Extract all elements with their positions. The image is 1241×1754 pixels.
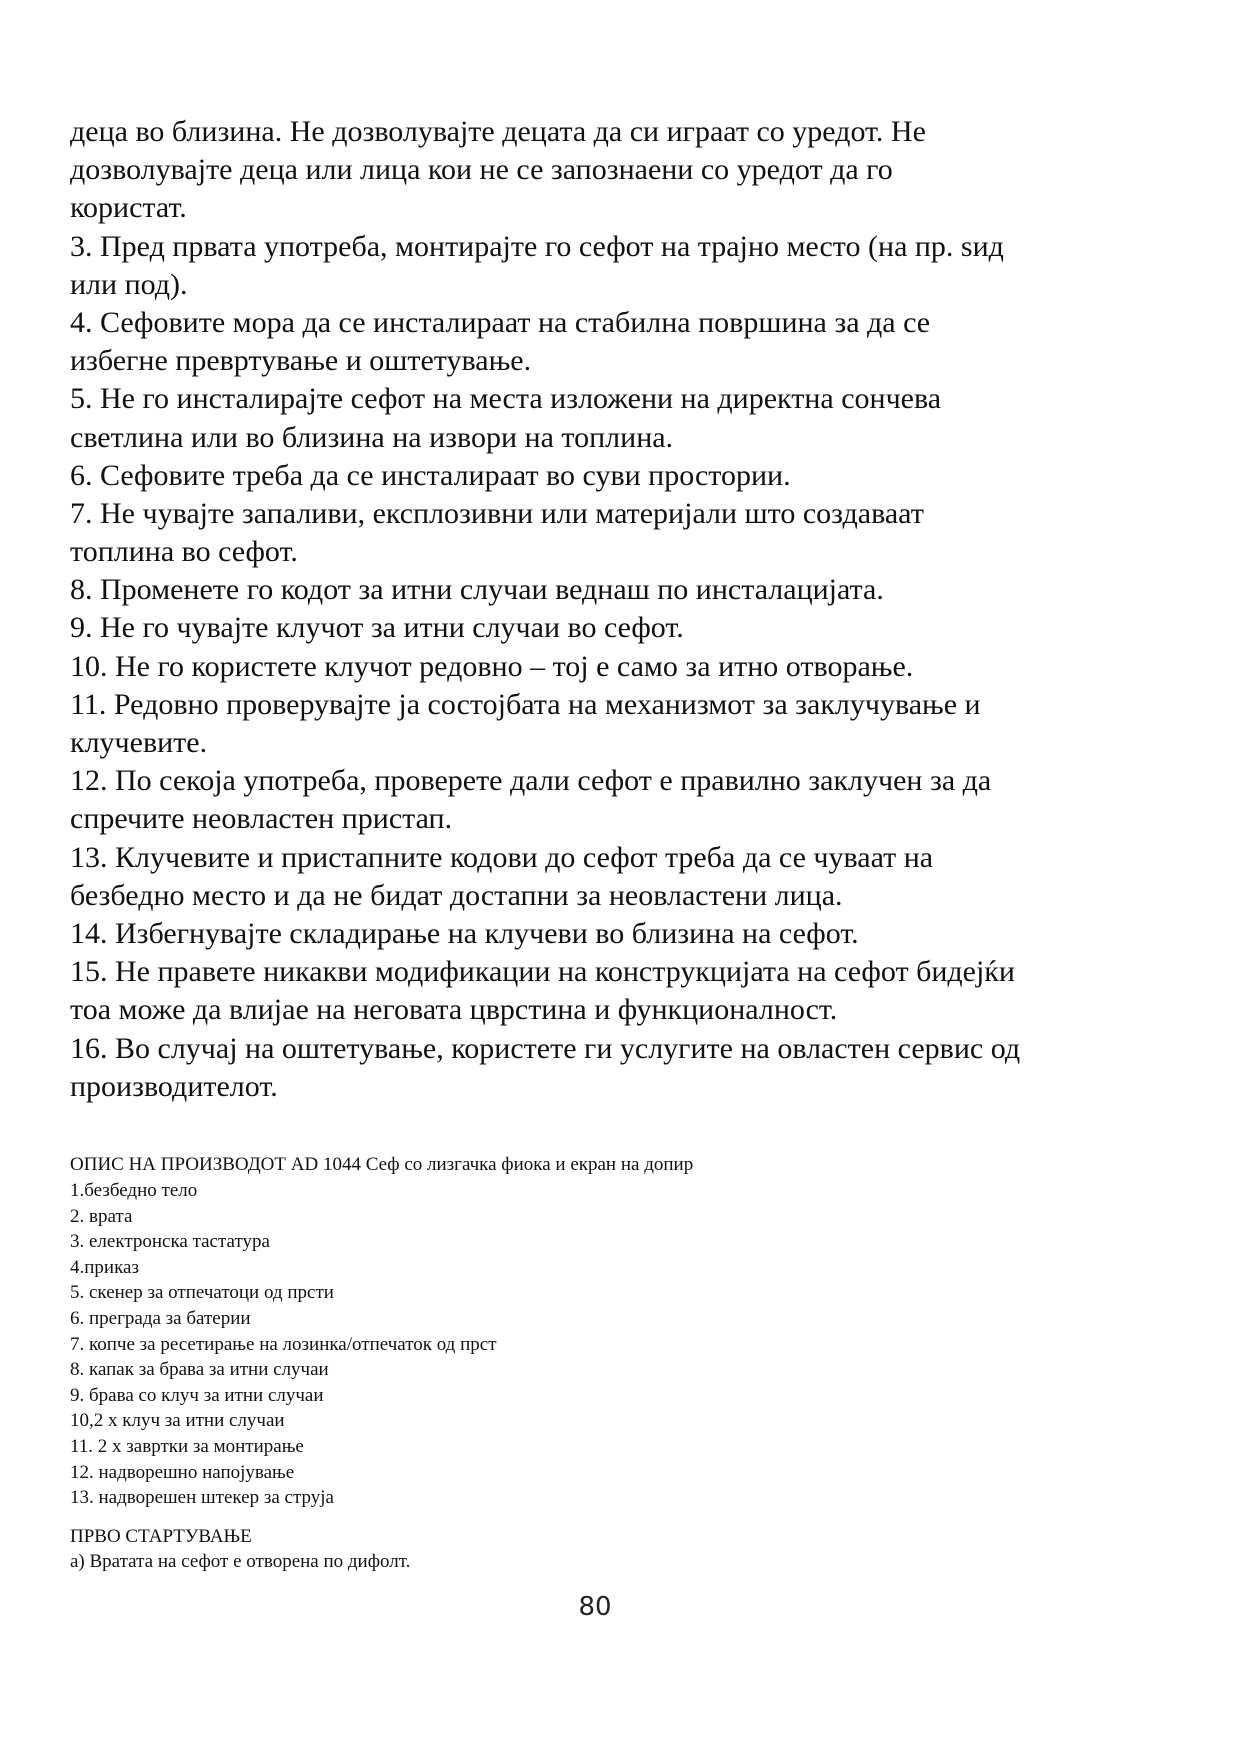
- text-line: спречите неовластен пристап.: [70, 802, 453, 836]
- product-description: [70, 1152, 1170, 1511]
- text-line: 12. По секоја употреба, проверете дали сефот е правилно заклучен за да: [70, 764, 992, 798]
- text-line: 15. Не правете никакви модификации на конструкцијата на сефот бидејќи: [70, 955, 1015, 989]
- list-item: 7. копче за ресетирање на лозинка/отпечаток од прст: [70, 1333, 497, 1355]
- text-line: 6. Сефовите треба да се инсталираат во суви простории.: [70, 458, 791, 492]
- text-line: деца во близина. Не дозволувајте децата да си играат со уредот. Не: [70, 115, 926, 148]
- section-heading: ОПИС НА ПРОИЗВОДОТ AD 1044 Сеф со лизгачка фиока и екран на допир: [70, 1154, 694, 1175]
- text-line: производителот.: [70, 1069, 278, 1103]
- text-line: топлина во сефот.: [70, 535, 298, 569]
- text-line: 8. Променете го кодот за итни случаи веднаш по инсталацијата.: [70, 573, 884, 607]
- text-line: 16. Во случај на оштетување, користете ги услугите на овластен сервис од: [70, 1031, 1021, 1065]
- list-item: 10,2 x клуч за итни случаи: [70, 1410, 285, 1432]
- list-item: 1.безбедно тело: [70, 1180, 198, 1201]
- first-start-step: а) Вратата на сефот е отворена по дифолт.: [70, 1551, 411, 1572]
- text-line: безбедно место и да не бидат достапни за неовластени лица.: [70, 878, 843, 912]
- text-line: користат.: [70, 191, 187, 225]
- list-item: 6. преграда за батерии: [70, 1307, 251, 1329]
- text-line: 4. Сефовите мора да се инсталираат на стабилна површина за да се: [70, 305, 931, 339]
- text-line: 9. Не го чувајте клучот за итни случаи во сефот.: [70, 611, 684, 645]
- text-line: дозволувајте деца или лица кои не се запознаени со уредот да го: [70, 153, 893, 187]
- text-line: 10. Не го користете клучот редовно – тој е само за итно отворање.: [70, 649, 914, 683]
- text-line: или под).: [70, 267, 188, 301]
- list-item: 2. врата: [70, 1205, 133, 1227]
- first-start-section: [70, 1524, 1170, 1574]
- safety-instructions: [70, 113, 1170, 1106]
- text-line: тоа може да влијае на неговата цврстина и функционалност.: [70, 993, 838, 1027]
- text-line: 7. Не чувајте запаливи, експлозивни или материјали што создаваат: [70, 496, 924, 530]
- list-item: 13. надворешен штекер за струја: [70, 1487, 334, 1509]
- list-item: 8. капак за брава за итни случаи: [70, 1359, 329, 1381]
- list-item: 12. надворешно напојување: [70, 1461, 295, 1483]
- section-heading: ПРВО СТАРТУВАЊЕ: [70, 1526, 252, 1547]
- text-line: 11. Редовно проверувајте ја состојбата на механизмот за заклучување и: [70, 687, 981, 721]
- text-line: 13. Клучевите и пристапните кодови до сефот треба да се чуваат на: [70, 840, 934, 874]
- list-item: 5. скенер за отпечатоци од прсти: [70, 1282, 334, 1304]
- list-item: 3. електронска тастатура: [70, 1231, 270, 1253]
- list-item: 4.приказ: [70, 1256, 139, 1278]
- text-line: 5. Не го инсталирајте сефот на места изложени на директна сончева: [70, 382, 942, 416]
- list-item: 9. брава со клуч за итни случаи: [70, 1384, 324, 1406]
- page-number: 80: [578, 1592, 612, 1622]
- text-line: клучевите.: [70, 726, 208, 759]
- text-line: избегне превртување и оштетување.: [70, 344, 532, 378]
- text-line: 3. Пред првата употреба, монтирајте го сефот на трајно место (на пр. ѕид: [70, 229, 1004, 263]
- text-line: светлина или во близина на извори на топлина.: [70, 420, 674, 454]
- list-item: 11. 2 x завртки за монтирање: [70, 1435, 304, 1457]
- text-line: 14. Избегнувајте складирање на клучеви во близина на сефот.: [70, 916, 859, 950]
